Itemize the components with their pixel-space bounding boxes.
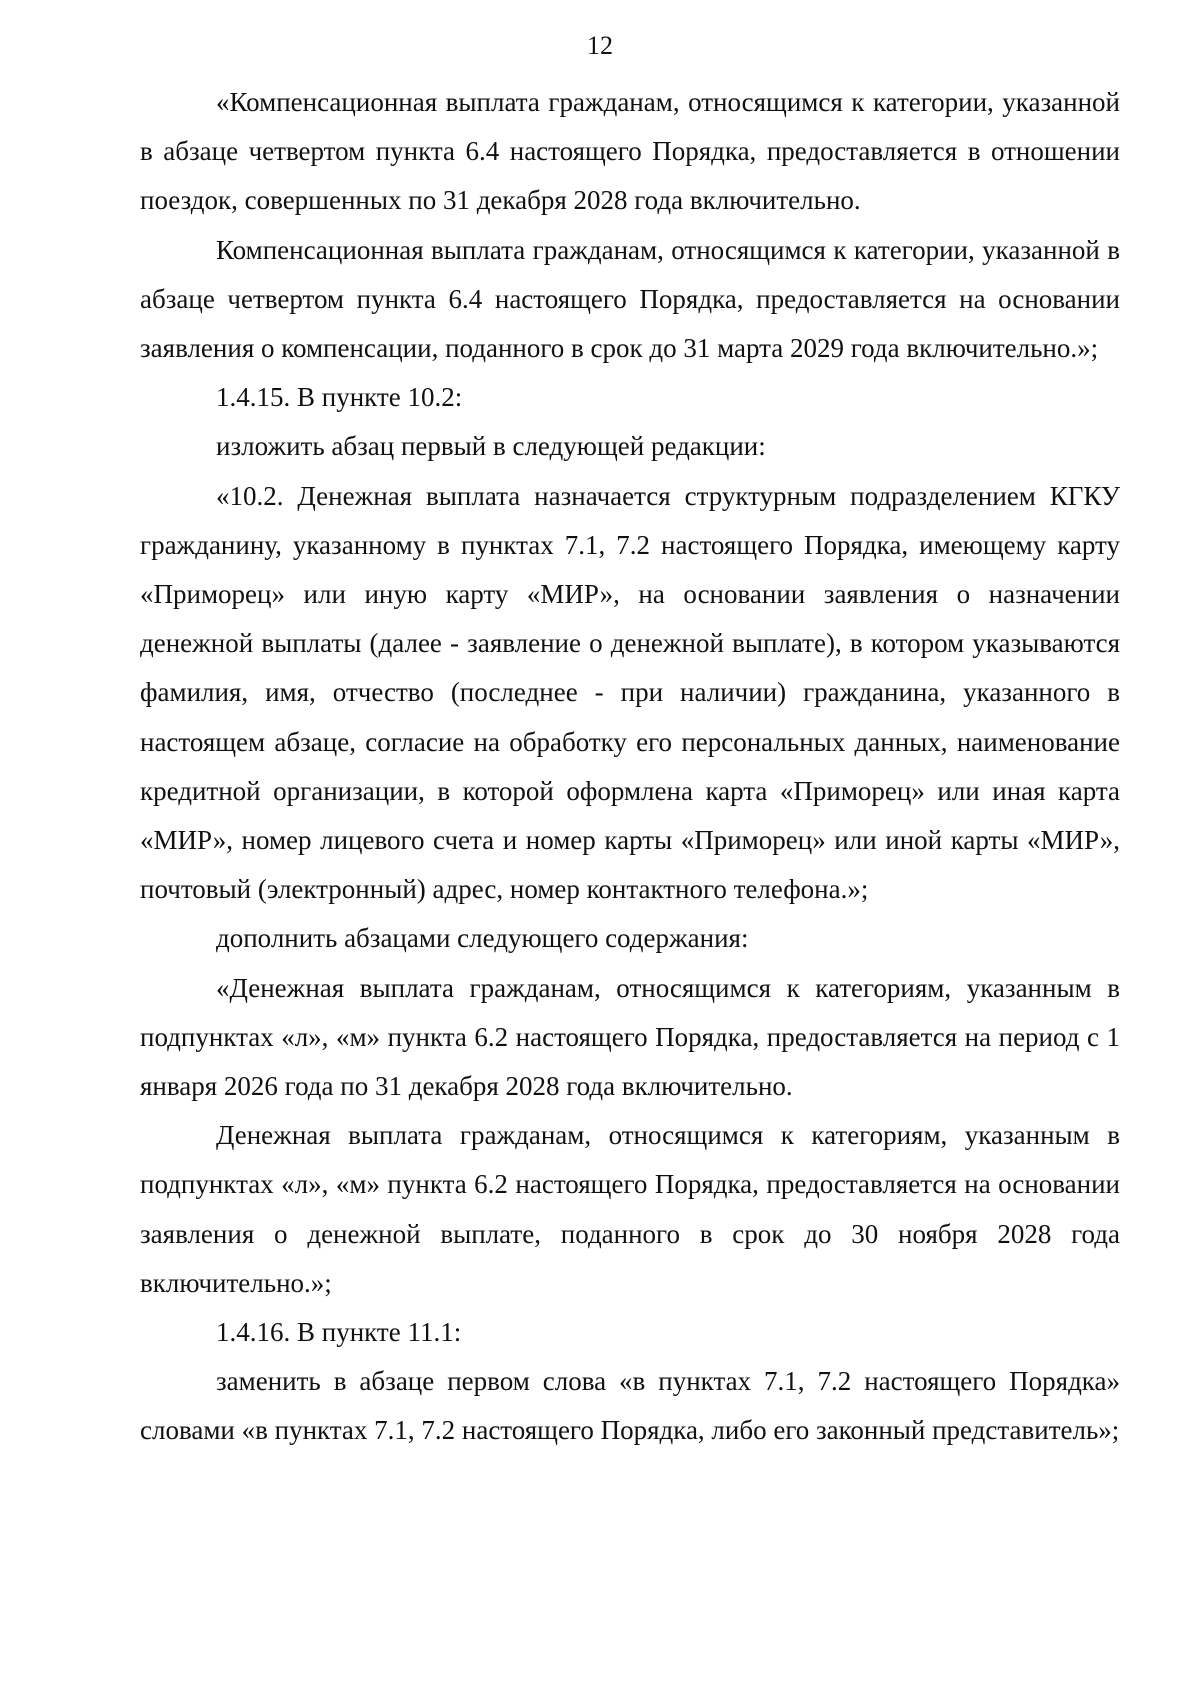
paragraph-compensation-trips: «Компенсационная выплата гражданам, относящимся к категории, указанной в абзаце четвертом пункта 6.4 настоящего Порядка, предоставляется в отношении поездок, совершенных по 31 декабря 2028 года включительно. (140, 87, 1120, 216)
paragraph-cash-payment-application: Денежная выплата гражданам, относящимся к категориям, указанным в подпунктах «л», «м» пункта 6.2 настоящего Порядка, предоставляется на основании заявления о денежной выплате, поданного в срок до 30 ноября 2028 года включительно.»; (140, 1120, 1120, 1298)
paragraph-replace-words: заменить в абзаце первом слова «в пунктах 7.1, 7.2 настоящего Порядка» словами «в пунктах 7.1, 7.2 настоящего Порядка, либо его законный представитель»; (140, 1366, 1120, 1446)
paragraph-cash-payment-period: «Денежная выплата гражданам, относящимся к категориям, указанным в подпунктах «л», «м» пункта 6.2 настоящего Порядка, предоставляется на период с 1 января 2026 года по 31 декабря 2028 года включительно. (140, 972, 1120, 1102)
paragraph-amend-first-abzac: изложить абзац первый в следующей редакции: (216, 431, 766, 462)
paragraph-compensation-application: Компенсационная выплата гражданам, относящимся к категории, указанной в абзаце четвертом пункта 6.4 настоящего Порядка, предоставляется на основании заявления о компенсации, поданного в срок до 31 марта 2029 года включительно.»; (140, 234, 1120, 364)
paragraph-item-1-4-15: 1.4.15. В пункте 10.2: (216, 382, 463, 413)
document-body (140, 78, 1120, 1456)
paragraph-item-1-4-16: 1.4.16. В пункте 11.1: (216, 1317, 462, 1348)
paragraph-add-abzacs: дополнить абзацами следующего содержания: (216, 923, 749, 954)
page-number: 12 (587, 31, 613, 60)
paragraph-10-2-text: «10.2. Денежная выплата назначается структурным подразделением КГКУ гражданину, указанному в пунктах 7.1, 7.2 настоящего Порядка, имеющему карту «Приморец» или иную карту «МИР», на основании заявления о назначении денежной выплаты (далее - заявление о денежной выплате), в котором указываются фамилия, имя, отчество (последнее - при наличии) гражданина, указанного в настоящем абзаце, согласие на обработку его персональных данных, наименование кредитной организации, в которой оформлена карта «Приморец» или иная карта «МИР», номер лицевого счета и номер карты «Приморец» или иной карты «МИР», почтовый (электронный) адрес, номер контактного телефона.»; (140, 480, 1120, 905)
